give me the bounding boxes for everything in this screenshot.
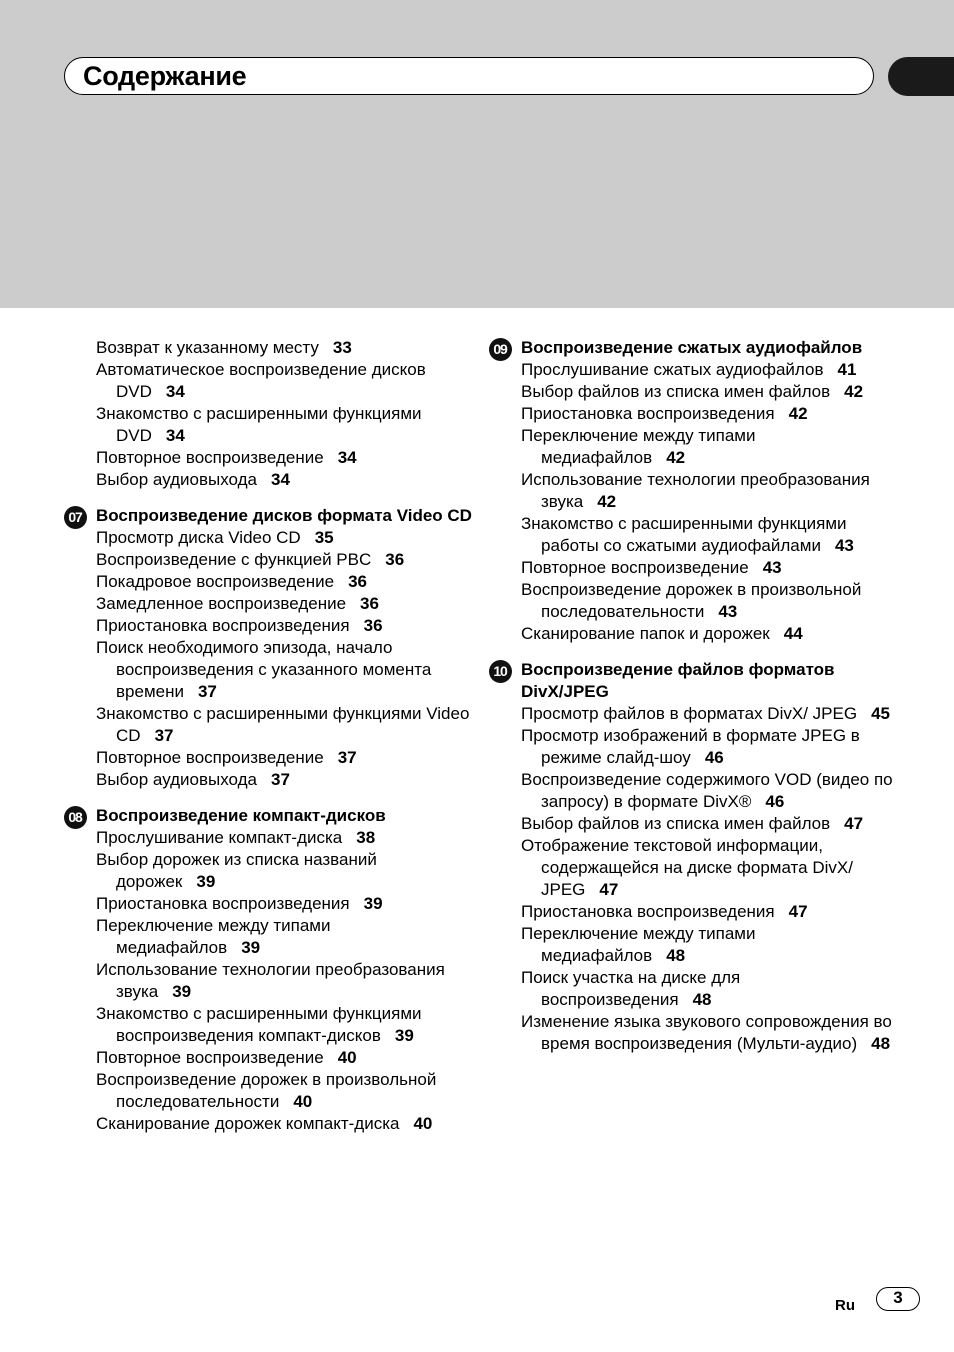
toc-entry-text: Воспроизведение дорожек в произвольной последовательности <box>521 580 862 621</box>
toc-entry-text: Воспроизведение с функцией PBC <box>96 550 372 569</box>
language-label: Ru <box>835 1297 855 1314</box>
toc-entry[interactable] <box>521 513 901 557</box>
toc-entry[interactable] <box>96 359 476 403</box>
toc-page-number: 35 <box>314 528 334 547</box>
toc-page-number: 39 <box>363 894 383 913</box>
toc-entry[interactable] <box>521 725 901 769</box>
toc-page-number: 37 <box>197 682 217 701</box>
toc-page-number: 38 <box>356 828 376 847</box>
toc-page-number: 39 <box>241 938 261 957</box>
section-title: Воспроизведение компакт-дисков <box>96 806 386 825</box>
toc-section <box>493 337 901 645</box>
toc-column-right <box>493 337 901 1069</box>
section-heading <box>493 659 901 703</box>
toc-entry-text: Повторное воспроизведение <box>96 748 324 767</box>
toc-page-number: 36 <box>363 616 383 635</box>
toc-page-number: 40 <box>337 1048 357 1067</box>
toc-entry[interactable] <box>96 1047 476 1069</box>
toc-page-number: 44 <box>783 624 803 643</box>
toc-page-number: 47 <box>844 814 864 833</box>
corner-tab <box>888 57 954 96</box>
toc-entry-text: Повторное воспроизведение <box>96 448 324 467</box>
toc-section <box>96 337 476 491</box>
toc-entry-text: Автоматическое воспроизведение дисков DVD <box>96 360 426 401</box>
toc-page-number: 42 <box>788 404 808 423</box>
toc-entry-text: Знакомство с расширенными функциями Video CD <box>96 704 470 745</box>
toc-page-number: 40 <box>413 1114 433 1133</box>
toc-entry-text: Просмотр файлов в форматах DivX/ JPEG <box>521 704 858 723</box>
toc-section <box>68 805 476 1135</box>
toc-entry[interactable] <box>96 1069 476 1113</box>
section-heading <box>493 337 901 359</box>
toc-page-number: 36 <box>360 594 379 613</box>
toc-page-number: 46 <box>765 792 785 811</box>
toc-page-number: 39 <box>394 1026 414 1045</box>
toc-entry-text: Сканирование дорожек компакт-диска <box>96 1114 400 1133</box>
toc-page-number: 36 <box>385 550 405 569</box>
toc-entry-text: Приостановка воспроизведения <box>521 404 775 423</box>
toc-entry[interactable] <box>521 835 901 901</box>
toc-entry[interactable] <box>96 959 476 1003</box>
toc-entry[interactable] <box>96 1113 476 1135</box>
section-number-badge: 07 <box>64 506 87 529</box>
toc-entry-text: Приостановка воспроизведения <box>96 616 350 635</box>
toc-entry[interactable] <box>96 447 476 469</box>
toc-page-number: 43 <box>718 602 738 621</box>
toc-entry[interactable] <box>96 637 476 703</box>
toc-entry[interactable] <box>521 469 901 513</box>
toc-entry[interactable] <box>96 593 476 615</box>
toc-page-number: 37 <box>337 748 357 767</box>
toc-entry[interactable] <box>96 615 476 637</box>
page-title: Содержание <box>83 61 247 91</box>
toc-entry[interactable] <box>521 557 901 579</box>
toc-entry[interactable] <box>521 579 901 623</box>
toc-entry-text: Выбор аудиовыхода <box>96 470 258 489</box>
section-number-badge: 09 <box>489 338 512 361</box>
toc-page-number: 39 <box>196 872 216 891</box>
toc-entry[interactable] <box>96 703 476 747</box>
toc-entry-text: Приостановка воспроизведения <box>521 902 775 921</box>
toc-entry[interactable] <box>521 359 901 381</box>
toc-entry[interactable] <box>96 549 476 571</box>
toc-entry-text: Переключение между типами медиафайлов <box>96 916 331 957</box>
toc-page-number: 37 <box>154 726 174 745</box>
toc-entry-text: Просмотр изображений в формате JPEG в режиме слайд-шоу <box>521 726 860 767</box>
toc-entry[interactable] <box>521 923 901 967</box>
toc-entry[interactable] <box>521 901 901 923</box>
section-title: Воспроизведение файлов форматов DivX/JPEG <box>521 660 835 701</box>
toc-entry[interactable] <box>521 967 901 1011</box>
toc-entry-text: Знакомство с расширенными функциями воспроизведения компакт-дисков <box>96 1004 422 1045</box>
toc-entry-text: Воспроизведение содержимого VOD (видео по запросу) в формате DivX® <box>521 770 893 811</box>
toc-page-number: 43 <box>762 558 782 577</box>
toc-entry[interactable] <box>96 571 476 593</box>
toc-page-number: 47 <box>788 902 808 921</box>
toc-entry[interactable] <box>521 425 901 469</box>
toc-column-left <box>68 337 476 1149</box>
toc-entry-text: Использование технологии преобразования звука <box>96 960 445 1001</box>
toc-entry[interactable] <box>521 1011 901 1055</box>
toc-entry-text: Замедленное воспроизведение <box>96 594 347 613</box>
toc-page-number: 36 <box>348 572 367 591</box>
toc-entry[interactable] <box>96 469 476 491</box>
toc-entry-text: Просмотр диска Video CD <box>96 528 301 547</box>
page-number: 3 <box>876 1287 920 1311</box>
toc-entry[interactable] <box>521 769 901 813</box>
toc-entry[interactable] <box>521 813 901 835</box>
toc-entry-text: Изменение языка звукового сопровождения во время воспроизведения (Мульти-аудио) <box>521 1012 892 1053</box>
toc-entry[interactable] <box>96 403 476 447</box>
toc-entry[interactable] <box>521 381 901 403</box>
toc-entry-text: Прослушивание компакт-диска <box>96 828 343 847</box>
header-band <box>0 0 954 308</box>
toc-entry[interactable] <box>96 827 476 849</box>
toc-entry[interactable] <box>96 337 476 359</box>
toc-page-number: 46 <box>704 748 724 767</box>
toc-entry[interactable] <box>96 893 476 915</box>
toc-entry-text: Переключение между типами медиафайлов <box>521 426 756 467</box>
toc-entry-text: Поиск участка на диске для воспроизведения <box>521 968 741 1009</box>
section-number-badge: 10 <box>489 660 512 683</box>
toc-entry-text: Приостановка воспроизведения <box>96 894 350 913</box>
toc-page-number: 48 <box>666 946 686 965</box>
section-number-badge: 08 <box>64 806 87 829</box>
toc-entry-text: Выбор дорожек из списка названий дорожек <box>96 850 377 891</box>
section-title: Воспроизведение сжатых аудиофайлов <box>521 338 863 357</box>
toc-page-number: 47 <box>599 880 619 899</box>
toc-page-number: 42 <box>597 492 617 511</box>
toc-page-number: 43 <box>834 536 854 555</box>
toc-entry-text: Покадровое воспроизведение <box>96 572 335 591</box>
toc-entry[interactable] <box>96 527 476 549</box>
toc-entry-text: Использование технологии преобразования звука <box>521 470 870 511</box>
toc-section <box>68 505 476 791</box>
toc-page-number: 48 <box>692 990 712 1009</box>
toc-entry[interactable] <box>96 747 476 769</box>
section-heading <box>68 505 476 527</box>
toc-page-number: 34 <box>165 426 185 445</box>
toc-entry[interactable] <box>96 915 476 959</box>
toc-entry-text: Выбор файлов из списка имен файлов <box>521 382 831 401</box>
toc-page-number: 39 <box>172 982 192 1001</box>
toc-entry-text: Выбор аудиовыхода <box>96 770 258 789</box>
toc-entry-text: Повторное воспроизведение <box>521 558 749 577</box>
toc-entry[interactable] <box>96 769 476 791</box>
toc-entry-text: Возврат к указанному месту <box>96 338 319 357</box>
section-heading <box>68 805 476 827</box>
toc-page-number: 33 <box>332 338 352 357</box>
toc-entry-text: Выбор файлов из списка имен файлов <box>521 814 831 833</box>
toc-entry-text: Поиск необходимого эпизода, начало воспроизведения с указанного момента времени <box>96 638 432 701</box>
toc-entry-text: Прослушивание сжатых аудиофайлов <box>521 360 824 379</box>
toc-entry[interactable] <box>96 1003 476 1047</box>
toc-entry-text: Знакомство с расширенными функциями работы со сжатыми аудиофайлами <box>521 514 847 555</box>
toc-entry[interactable] <box>521 403 901 425</box>
toc-page-number: 34 <box>337 448 357 467</box>
toc-entry[interactable] <box>521 623 901 645</box>
toc-section <box>493 659 901 1055</box>
toc-entry-text: Повторное воспроизведение <box>96 1048 324 1067</box>
toc-page-number: 48 <box>871 1034 891 1053</box>
toc-page-number: 41 <box>837 360 857 379</box>
toc-page-number: 40 <box>293 1092 313 1111</box>
section-title: Воспроизведение дисков формата Video CD <box>96 506 472 525</box>
toc-entry-text: Отображение текстовой информации, содержащейся на диске формата DivX/ JPEG <box>521 836 853 899</box>
toc-entry[interactable] <box>96 849 476 893</box>
toc-entry-text: Знакомство с расширенными функциями DVD <box>96 404 422 445</box>
title-box <box>64 57 874 95</box>
toc-page-number: 42 <box>844 382 864 401</box>
toc-page-number: 45 <box>871 704 890 723</box>
toc-page-number: 37 <box>271 770 290 789</box>
toc-entry-text: Воспроизведение дорожек в произвольной последовательности <box>96 1070 437 1111</box>
toc-page-number: 42 <box>666 448 686 467</box>
toc-page-number: 34 <box>165 382 185 401</box>
toc-page-number: 34 <box>271 470 290 489</box>
toc-entry-text: Переключение между типами медиафайлов <box>521 924 756 965</box>
toc-entry-text: Сканирование папок и дорожек <box>521 624 770 643</box>
toc-entry[interactable] <box>521 703 901 725</box>
